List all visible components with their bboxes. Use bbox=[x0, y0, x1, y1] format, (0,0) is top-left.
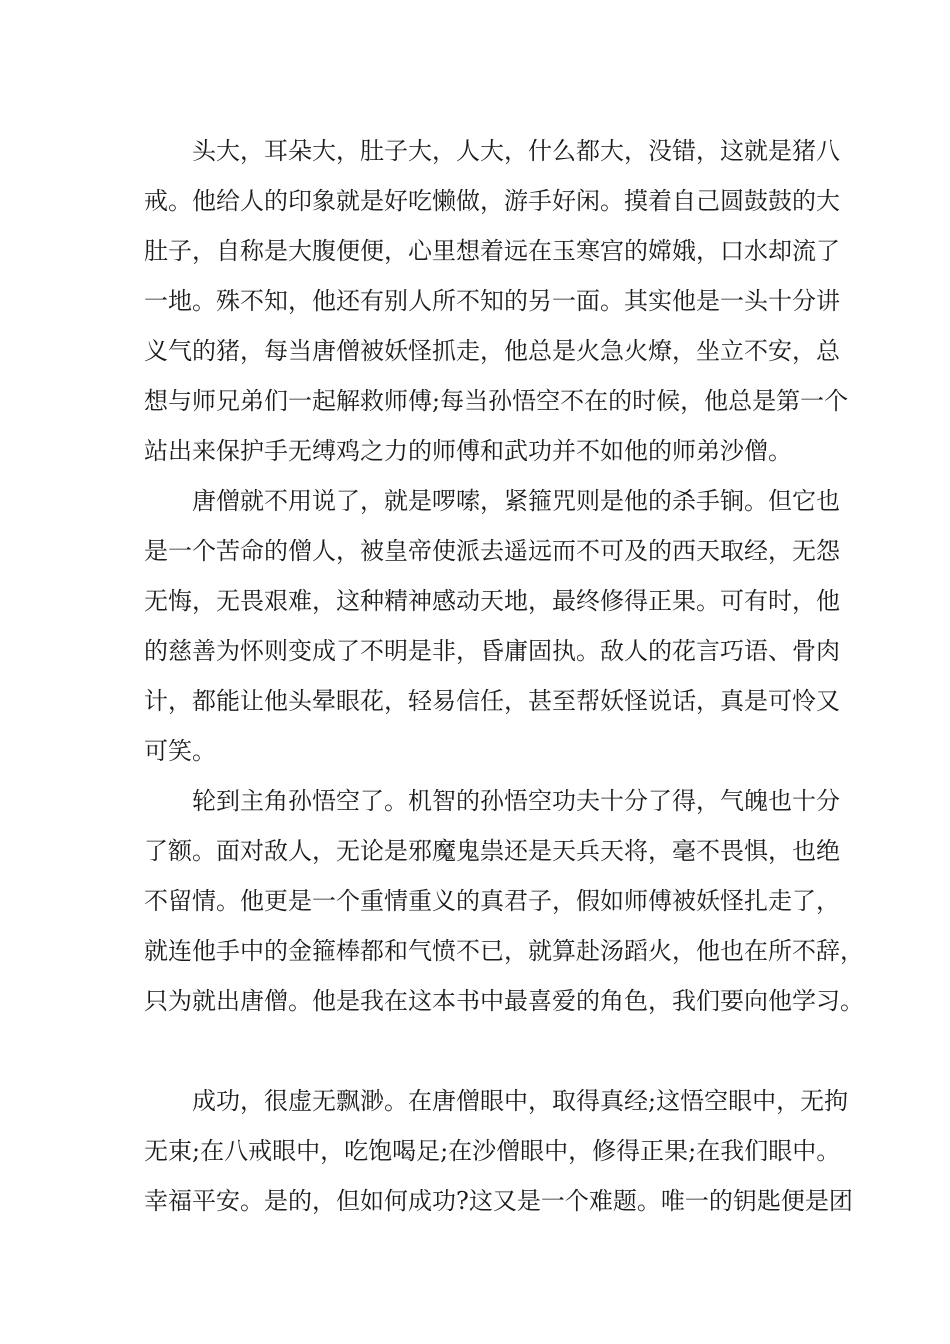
text-line: 是一个苦命的僧人，被皇帝使派去遥远而不可及的西天取经，无怨 bbox=[144, 537, 840, 565]
text-line: 义气的猪，每当唐僧被妖怪抓走，他总是火急火燎，坐立不安，总 bbox=[144, 337, 840, 365]
paragraph-success bbox=[144, 1076, 853, 1226]
text-line: 幸福平安。是的，但如何成功?这又是一个难题。唯一的钥匙便是团 bbox=[144, 1187, 853, 1215]
text-line: 了额。面对敌人，无论是邪魔鬼祟还是天兵天将，毫不畏惧，也绝 bbox=[144, 837, 840, 865]
text-line: 一地。殊不知，他还有别人所不知的另一面。其实他是一头十分讲 bbox=[144, 287, 840, 315]
text-line: 就连他手中的金箍棒都和气愤不已，就算赴汤蹈火，他也在所不辞， bbox=[144, 937, 864, 965]
text-line: 戒。他给人的印象就是好吃懒做，游手好闲。摸着自己圆鼓鼓的大 bbox=[144, 187, 840, 215]
text-line: 无束;在八戒眼中，吃饱喝足;在沙僧眼中，修得正果;在我们眼中。 bbox=[144, 1137, 841, 1165]
text-line: 只为就出唐僧。他是我在这本书中最喜爱的角色，我们要向他学习。 bbox=[144, 987, 864, 1015]
text-line: 头大，耳朵大，肚子大，人大，什么都大，没错，这就是猪八 bbox=[192, 137, 840, 165]
paragraph-sun-wukong bbox=[144, 776, 864, 1026]
text-line: 唐僧就不用说了，就是啰嗦，紧箍咒则是他的杀手锏。但它也 bbox=[192, 487, 840, 515]
text-line: 可笑。 bbox=[144, 737, 216, 765]
text-line: 想与师兄弟们一起解救师傅;每当孙悟空不在的时候，他总是第一个 bbox=[144, 387, 849, 415]
paragraph-zhu-bajie bbox=[144, 126, 849, 476]
text-line: 成功，很虚无飘渺。在唐僧眼中，取得真经;这悟空眼中，无拘 bbox=[192, 1087, 849, 1115]
text-line: 的慈善为怀则变成了不明是非，昏庸固执。敌人的花言巧语、骨肉 bbox=[144, 637, 840, 665]
text-line: 不留情。他更是一个重情重义的真君子，假如师傅被妖怪扎走了， bbox=[144, 887, 840, 915]
paragraph-tang-seng bbox=[144, 476, 840, 776]
text-line: 站出来保护手无缚鸡之力的师傅和武功并不如他的师弟沙僧。 bbox=[144, 437, 792, 465]
text-line: 无悔，无畏艰难，这种精神感动天地，最终修得正果。可有时，他 bbox=[144, 587, 840, 615]
text-line: 计，都能让他头晕眼花，轻易信任，甚至帮妖怪说话，真是可怜又 bbox=[144, 687, 840, 715]
text-line: 肚子，自称是大腹便便，心里想着远在玉寒宫的嫦娥，口水却流了 bbox=[144, 237, 840, 265]
text-line: 轮到主角孙悟空了。机智的孙悟空功夫十分了得，气魄也十分 bbox=[192, 787, 840, 815]
